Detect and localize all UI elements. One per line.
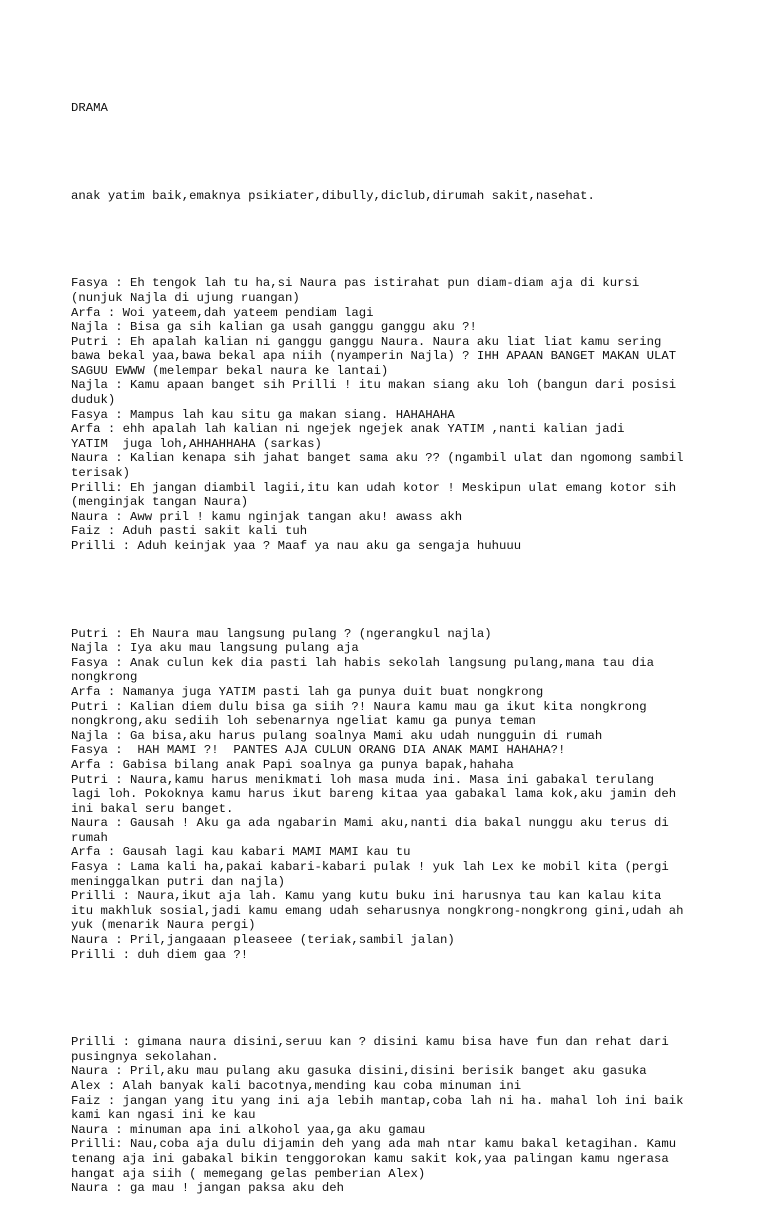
- scene-1-dialogue: [71, 276, 711, 553]
- dialogue-line: Naura : Pril,aku mau pulang aku gasuka disini,disini berisik banget aku gasuka: [71, 1064, 647, 1079]
- dialogue-line: Naura : Pril,jangaaan pleaseee (teriak,sambil jalan): [71, 933, 455, 948]
- dialogue-line: Faiz : jangan yang itu yang ini aja lebih mantap,coba lah ni ha. mahal loh ini baik: [71, 1093, 684, 1108]
- dialogue-line: Arfa : Namanya juga YATIM pasti lah ga punya duit buat nongkrong: [71, 684, 544, 699]
- blank-line: [71, 991, 711, 1006]
- dialogue-line: Prilli: Eh jangan diambil lagii,itu kan udah kotor ! Meskipun ulat emang kotor sih: [71, 480, 677, 495]
- dialogue-line: Putri : Naura,kamu harus menikmati loh masa muda ini. Masa ini gabakal terulang: [71, 772, 654, 787]
- dialogue-line: terisak): [71, 466, 131, 481]
- dialogue-line: Arfa : ehh apalah lah kalian ni ngejek ngejek anak YATIM ,nanti kalian jadi: [71, 422, 625, 437]
- scene-2-dialogue: [71, 627, 711, 963]
- dialogue-line: pusingnya sekolahan.: [71, 1049, 219, 1064]
- dialogue-line: Prilli : Aduh keinjak yaa ? Maaf ya nau aku ga sengaja huhuuu: [71, 539, 522, 553]
- dialogue-line: nongkrong: [71, 670, 138, 685]
- dialogue-line: tenang aja ini gabakal bikin tenggorokan kamu sakit kok,yaa palingan kamu ngerasa: [71, 1151, 669, 1166]
- dialogue-line: kami kan ngasi ini ke kau: [71, 1108, 256, 1123]
- blank-line: [71, 583, 711, 598]
- dialogue-line: Najla : Iya aku mau langsung pulang aja: [71, 641, 359, 656]
- dialogue-line: Prilli: Nau,coba aja dulu dijamin deh yang ada mah ntar kamu bakal ketagihan. Kamu: [71, 1137, 677, 1152]
- dialogue-line: Putri : Eh Naura mau langsung pulang ? (ngerangkul najla): [71, 626, 492, 641]
- dialogue-line: Naura : Gausah ! Aku ga ada ngabarin Mami aku,nanti dia bakal nunggu aku terus di: [71, 816, 669, 831]
- dialogue-line: nongkrong,aku sediih loh sebenarnya ngeliat kamu ga punya teman: [71, 714, 536, 729]
- dialogue-line: lagi loh. Pokoknya kamu harus ikut bareng kitaa yaa gabakal lama kok,aku jamin deh: [71, 787, 677, 802]
- dialogue-line: meninggalkan putri dan najla): [71, 874, 286, 889]
- dialogue-line: hangat aja siih ( memegang gelas pemberian Alex): [71, 1166, 426, 1181]
- dialogue-line: Najla : Kamu apaan banget sih Prilli ! itu makan siang aku loh (bangun dari posisi: [71, 378, 677, 393]
- document-page: [71, 72, 711, 1210]
- dialogue-line: Fasya : Anak culun kek dia pasti lah habis sekolah langsung pulang,mana tau dia: [71, 655, 654, 670]
- dialogue-line: SAGUU EWWW (melempar bekal naura ke lantai): [71, 363, 389, 378]
- dialogue-line: Najla : Ga bisa,aku harus pulang soalnya Mami aku udah nungguin di rumah: [71, 728, 603, 743]
- dialogue-line: yuk (menarik Naura pergi): [71, 918, 256, 933]
- scene-3-dialogue: [71, 1035, 711, 1196]
- dialogue-line: ini bakal seru banget.: [71, 801, 234, 816]
- dialogue-line: Fasya : Eh tengok lah tu ha,si Naura pas istirahat pun diam-diam aja di kursi: [71, 276, 640, 291]
- blank-line: [71, 233, 711, 248]
- dialogue-line: Naura : minuman apa ini alkohol yaa,ga aku gamau: [71, 1122, 426, 1137]
- dialogue-line: Alex : Alah banyak kali bacotnya,mending kau coba minuman ini: [71, 1078, 522, 1093]
- dialogue-line: Prilli : gimana naura disini,seruu kan ? disini kamu bisa have fun dan rehat dari: [71, 1035, 669, 1050]
- dialogue-line: Fasya : Lama kali ha,pakai kabari-kabari pulak ! yuk lah Lex ke mobil kita (pergi: [71, 860, 669, 875]
- dialogue-line: Prilli : Naura,ikut aja lah. Kamu yang kutu buku ini harusnya tau kan kalau kita: [71, 889, 662, 904]
- blank-line: [71, 145, 711, 160]
- dialogue-line: Prilli : duh diem gaa ?!: [71, 947, 249, 962]
- dialogue-line: Arfa : Gausah lagi kau kabari MAMI MAMI kau tu: [71, 845, 411, 860]
- dialogue-line: Naura : Aww pril ! kamu nginjak tangan aku! awass akh: [71, 509, 463, 524]
- document-title: DRAMA: [71, 101, 108, 116]
- document-synopsis: anak yatim baik,emaknya psikiater,dibully,diclub,dirumah sakit,nasehat.: [71, 188, 595, 203]
- dialogue-line: itu makhluk sosial,jadi kamu emang udah seharusnya nongkrong-nongkrong gini,udah ah: [71, 903, 684, 918]
- dialogue-line: Faiz : Aduh pasti sakit kali tuh: [71, 524, 308, 539]
- dialogue-line: Najla : Bisa ga sih kalian ga usah ganggu ganggu aku ?!: [71, 320, 477, 335]
- dialogue-line: Fasya : Mampus lah kau situ ga makan siang. HAHAHAHA: [71, 407, 455, 422]
- dialogue-line: Naura : Kalian kenapa sih jahat banget sama aku ?? (ngambil ulat dan ngomong sambil: [71, 451, 684, 466]
- dialogue-line: (nunjuk Najla di ujung ruangan): [71, 290, 300, 305]
- dialogue-line: Arfa : Gabisa bilang anak Papi soalnya ga punya bapak,hahaha: [71, 757, 514, 772]
- dialogue-line: Putri : Kalian diem dulu bisa ga siih ?! Naura kamu mau ga ikut kita nongkrong: [71, 699, 647, 714]
- dialogue-line: Arfa : Woi yateem,dah yateem pendiam lagi: [71, 305, 374, 320]
- dialogue-line: rumah: [71, 830, 108, 845]
- dialogue-line: duduk): [71, 393, 116, 408]
- dialogue-line: bawa bekal yaa,bawa bekal apa niih (nyamperin Najla) ? IHH APAAN BANGET MAKAN ULAT: [71, 349, 677, 364]
- dialogue-line: (menginjak tangan Naura): [71, 495, 249, 510]
- dialogue-line: Putri : Eh apalah kalian ni ganggu ganggu Naura. Naura aku liat liat kamu sering: [71, 334, 662, 349]
- dialogue-line: Fasya : HAH MAMI ?! PANTES AJA CULUN ORANG DIA ANAK MAMI HAHAHA?!: [71, 743, 566, 758]
- dialogue-line: Naura : ga mau ! jangan paksa aku deh: [71, 1181, 345, 1196]
- dialogue-line: YATIM juga loh,AHHAHHAHA (sarkas): [71, 436, 322, 451]
